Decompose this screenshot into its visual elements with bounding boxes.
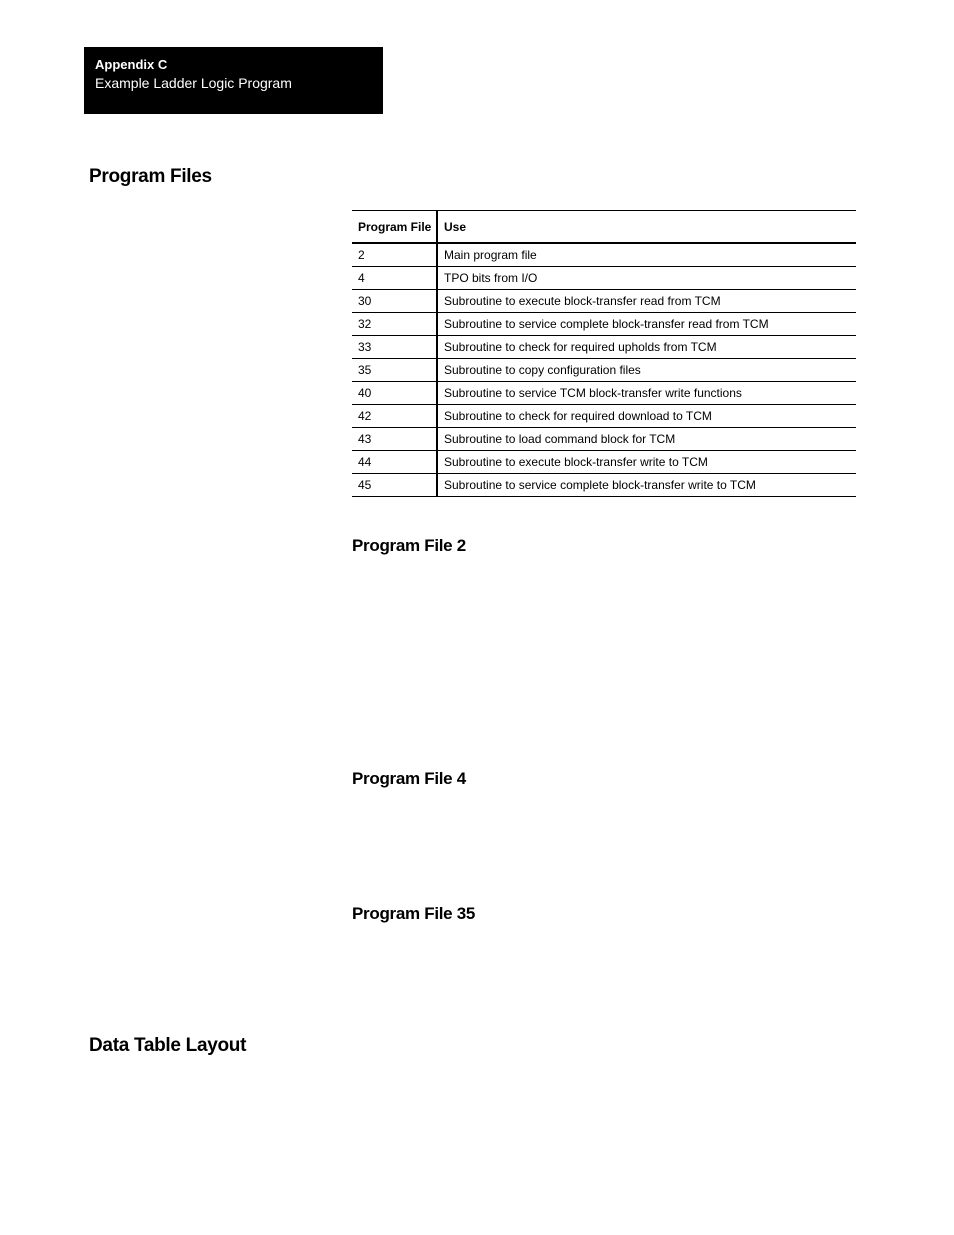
cell-use: Subroutine to execute block-transfer write to TCM xyxy=(437,451,856,474)
appendix-label: Appendix C xyxy=(95,57,168,72)
cell-use: Subroutine to load command block for TCM xyxy=(437,428,856,451)
cell-program-file: 32 xyxy=(352,313,437,336)
cell-program-file: 44 xyxy=(352,451,437,474)
cell-program-file: 33 xyxy=(352,336,437,359)
cell-use: Subroutine to check for required download to TCM xyxy=(437,405,856,428)
appendix-title: Example Ladder Logic Program xyxy=(95,75,292,91)
page-header xyxy=(84,47,383,114)
table-row xyxy=(352,382,856,405)
table-row xyxy=(352,474,856,497)
cell-program-file: 35 xyxy=(352,359,437,382)
cell-use: Main program file xyxy=(437,243,856,267)
cell-program-file: 43 xyxy=(352,428,437,451)
table-row xyxy=(352,451,856,474)
heading-program-file-2: Program File 2 xyxy=(352,536,466,555)
cell-use: Subroutine to service TCM block-transfer write functions xyxy=(437,382,856,405)
table-row xyxy=(352,336,856,359)
heading-program-file-4: Program File 4 xyxy=(352,769,466,788)
cell-use: TPO bits from I/O xyxy=(437,267,856,290)
heading-program-files: Program Files xyxy=(89,166,212,187)
table-header-row xyxy=(352,211,856,244)
table-row xyxy=(352,359,856,382)
table-row xyxy=(352,313,856,336)
cell-use: Subroutine to copy configuration files xyxy=(437,359,856,382)
cell-use: Subroutine to service complete block-transfer write to TCM xyxy=(437,474,856,497)
cell-use: Subroutine to check for required upholds from TCM xyxy=(437,336,856,359)
table-row xyxy=(352,290,856,313)
heading-data-table-layout: Data Table Layout xyxy=(89,1035,247,1056)
table-row xyxy=(352,243,856,267)
table-row xyxy=(352,428,856,451)
cell-program-file: 2 xyxy=(352,243,437,267)
column-header-use: Use xyxy=(437,211,856,244)
cell-use: Subroutine to execute block-transfer read from TCM xyxy=(437,290,856,313)
cell-program-file: 4 xyxy=(352,267,437,290)
cell-program-file: 42 xyxy=(352,405,437,428)
cell-program-file: 45 xyxy=(352,474,437,497)
table-row xyxy=(352,267,856,290)
table-row xyxy=(352,405,856,428)
cell-program-file: 30 xyxy=(352,290,437,313)
cell-program-file: 40 xyxy=(352,382,437,405)
heading-program-file-35: Program File 35 xyxy=(352,904,476,923)
program-files-table xyxy=(352,210,856,497)
column-header-program-file: Program File xyxy=(352,211,437,244)
cell-use: Subroutine to service complete block-transfer read from TCM xyxy=(437,313,856,336)
